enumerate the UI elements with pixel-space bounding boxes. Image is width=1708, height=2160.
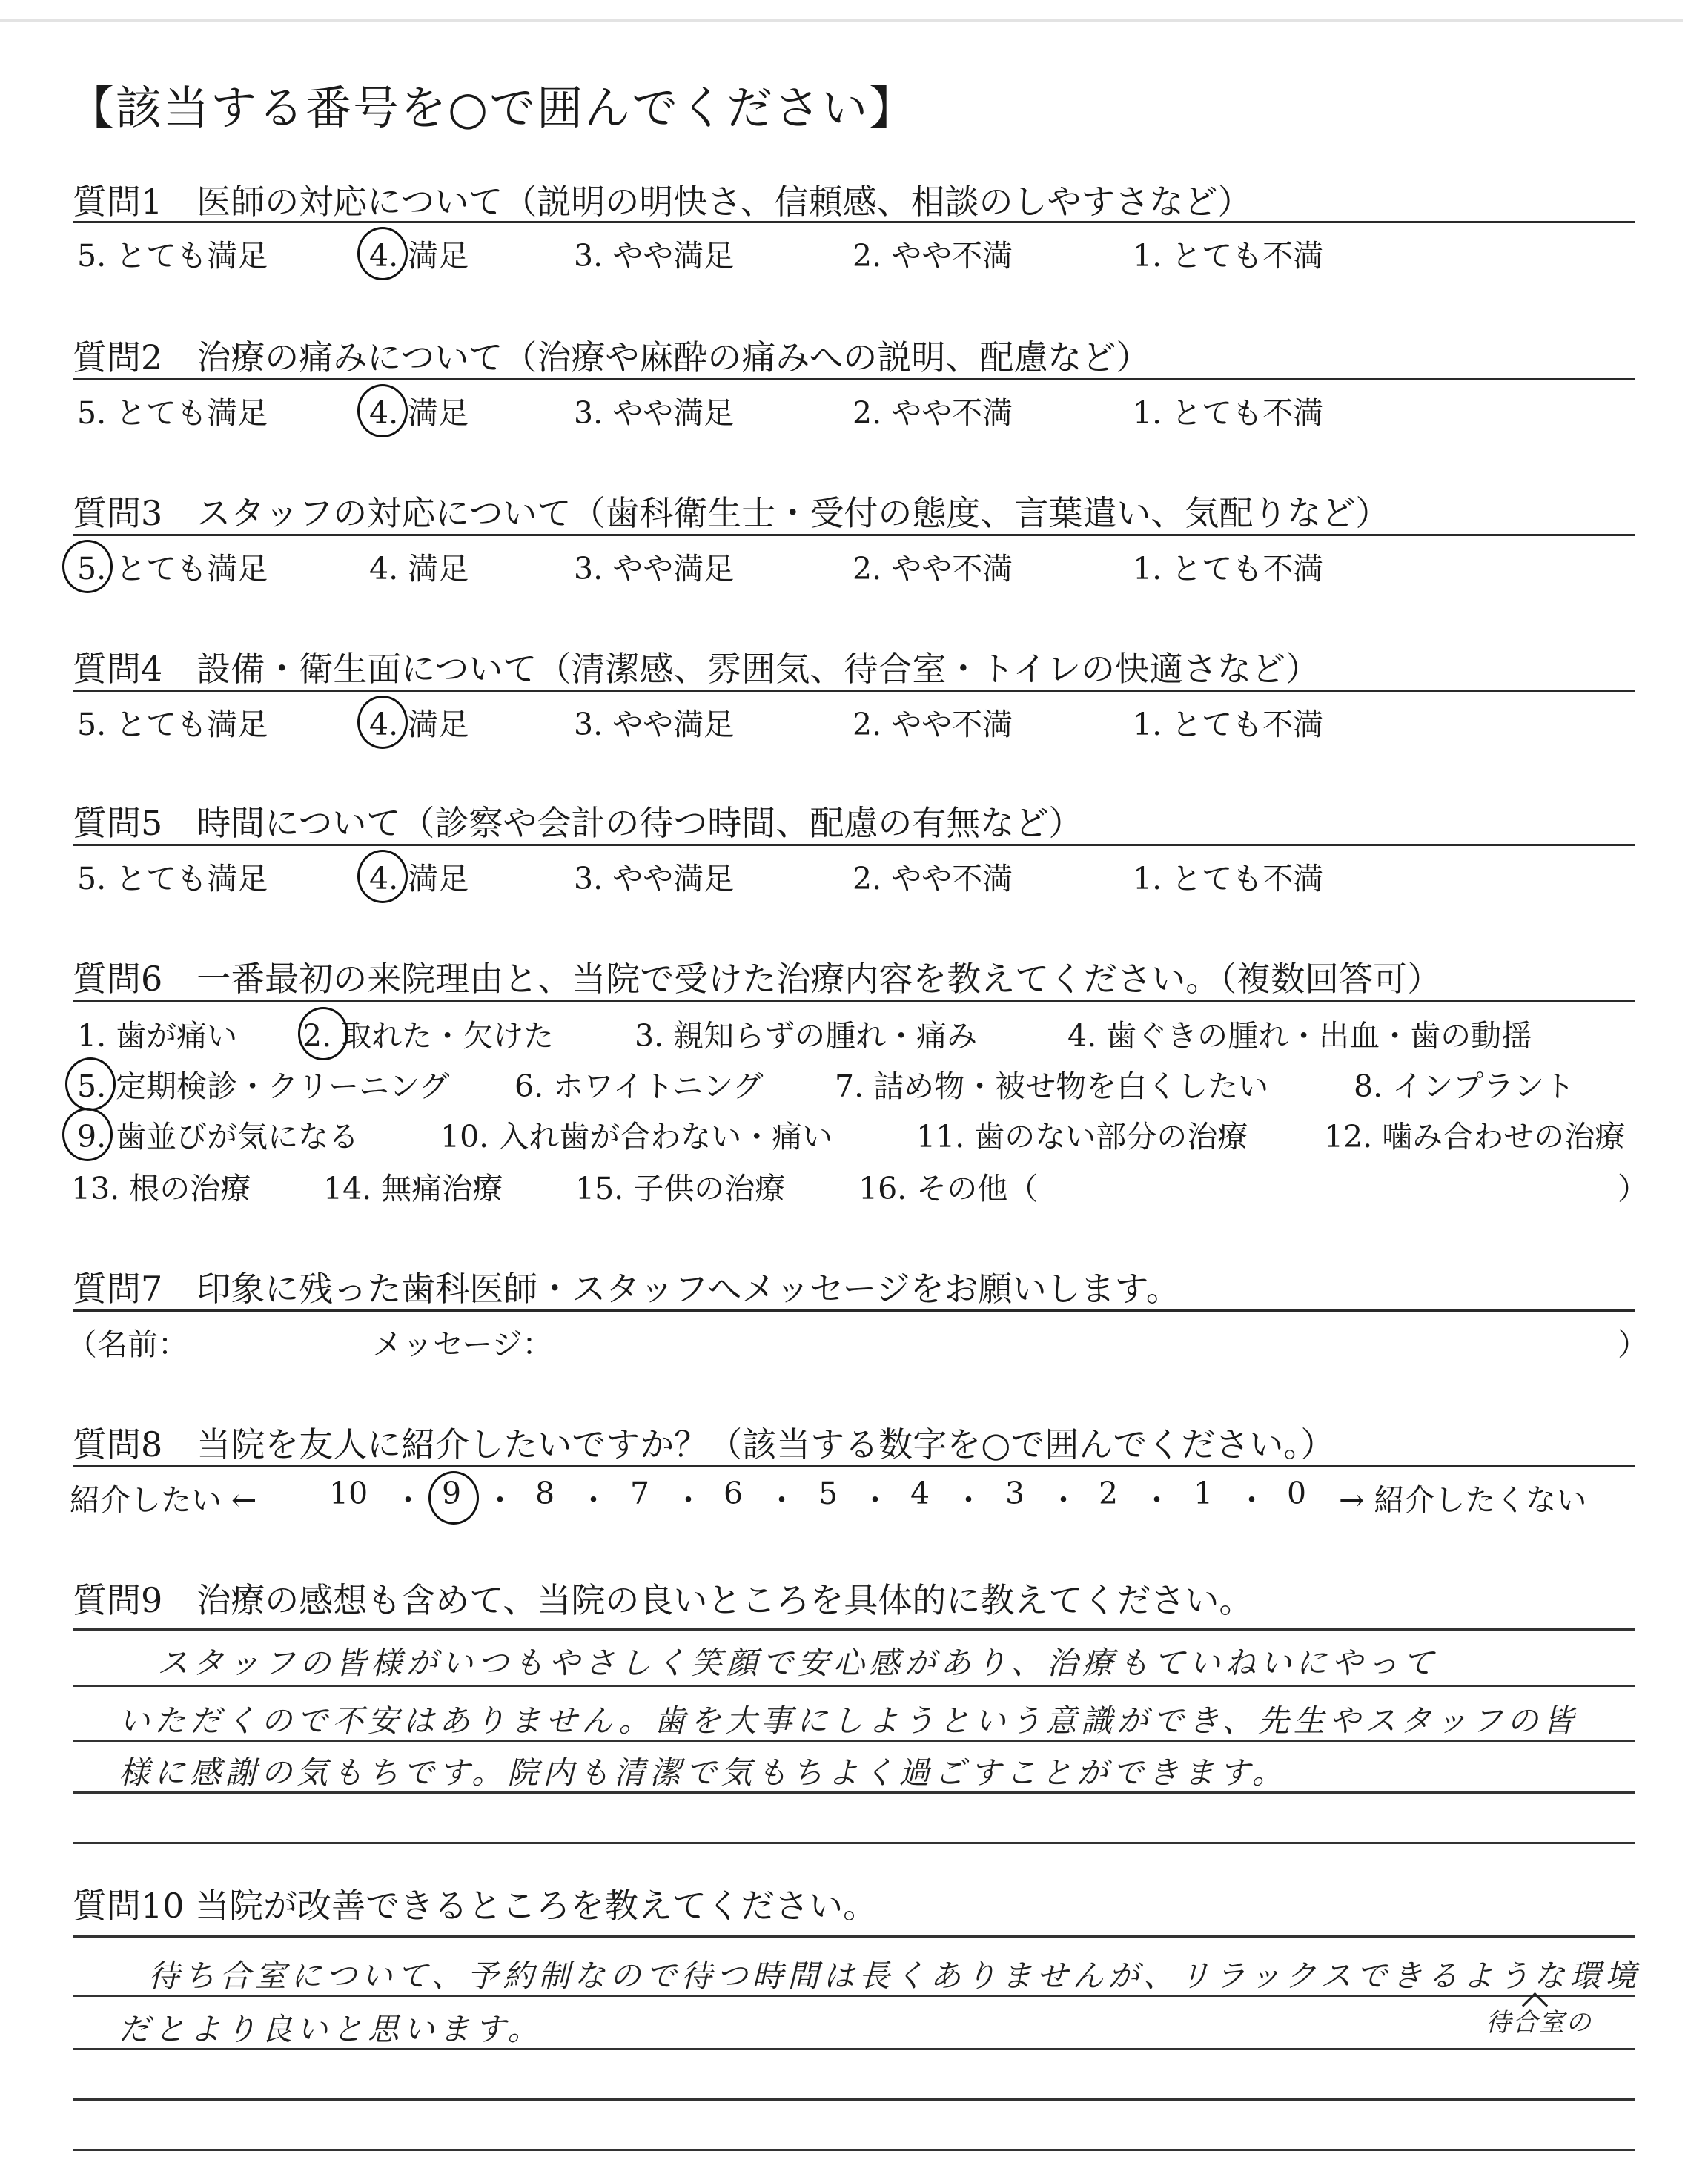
q3-selection-circle — [62, 540, 113, 593]
q8-separator: ・ — [393, 1482, 423, 1518]
q6-option-14[interactable]: 14. 無痛治療 — [323, 1171, 503, 1206]
q6-option-6[interactable]: 6. ホワイトニング — [514, 1069, 764, 1104]
q9-answer-line-3: 様に感謝の気もちです。院内も清潔で気もちよく過ごすことができます。 — [119, 1754, 1288, 1791]
question-3-rule — [73, 534, 1635, 536]
q8-left-label: 紹介したい ← — [70, 1482, 257, 1518]
question-8-rule — [73, 1465, 1635, 1467]
question-7-rule — [73, 1309, 1635, 1312]
q5-option-1[interactable]: 1. とても不満 — [1133, 861, 1324, 896]
q6-other-close-paren: ） — [1618, 1171, 1648, 1206]
q4-option-3[interactable]: 3. やや満足 — [574, 707, 735, 742]
q8-separator: ・ — [1142, 1482, 1172, 1518]
question-7-heading: 質問7 印象に残った歯科医師・スタッフへメッセージをお願いします。 — [73, 1269, 1180, 1309]
q6-selection-circle-5 — [65, 1057, 116, 1111]
question-8-heading: 質問8 当院を友人に紹介したいですか？（該当する数字を○で囲んでください。） — [73, 1424, 1335, 1464]
q8-separator: ・ — [1048, 1482, 1079, 1518]
q9-writing-line — [73, 1628, 1635, 1631]
q4-option-5[interactable]: 5. とても満足 — [77, 707, 268, 742]
q2-option-3[interactable]: 3. やや満足 — [574, 395, 735, 431]
q8-separator: ・ — [953, 1482, 984, 1518]
q3-option-3[interactable]: 3. やや満足 — [574, 551, 735, 587]
q10-writing-line — [73, 1995, 1635, 1997]
q8-separator: ・ — [1237, 1482, 1267, 1518]
q8-score-2[interactable]: 2 — [1099, 1476, 1119, 1511]
q9-answer-line-1: スタッフの皆様がいつもやさしく笑顔で安心感があり、治療もていねいにやって — [157, 1645, 1439, 1681]
q6-selection-circle-9 — [62, 1108, 113, 1161]
question-10-heading: 質問10 当院が改善できるところを教えてください。 — [73, 1886, 878, 1926]
q2-option-4[interactable]: 4. 満足 — [369, 395, 469, 431]
q6-option-2[interactable]: 2. 取れた・欠けた — [302, 1018, 555, 1054]
q6-option-11[interactable]: 11. 歯のない部分の治療 — [916, 1119, 1248, 1155]
q6-option-15[interactable]: 15. 子供の治療 — [575, 1171, 786, 1206]
q8-score-10[interactable]: 10 — [329, 1476, 368, 1511]
q10-answer-line-1: 待ち合室について、予約制なので待つ時間は長くありませんが、リラックスできるような環境 — [148, 1958, 1641, 1994]
q8-score-9[interactable]: 9 — [442, 1476, 462, 1511]
q10-writing-line — [73, 2048, 1635, 2050]
q10-writing-line — [73, 2149, 1635, 2151]
q5-option-2[interactable]: 2. やや不満 — [853, 861, 1013, 896]
q9-writing-line — [73, 1740, 1635, 1742]
q1-selection-circle — [357, 227, 408, 280]
q2-option-2[interactable]: 2. やや不満 — [853, 395, 1013, 431]
q6-option-4[interactable]: 4. 歯ぐきの腫れ・出血・歯の動揺 — [1068, 1018, 1532, 1054]
question-5-heading: 質問5 時間について（診察や会計の待つ時間、配慮の有無など） — [73, 803, 1083, 843]
question-9-heading: 質問9 治療の感想も含めて、当院の良いところを具体的に教えてください。 — [73, 1580, 1254, 1620]
q6-selection-circle-2 — [298, 1007, 348, 1060]
q9-writing-line — [73, 1685, 1635, 1687]
q8-score-0[interactable]: 0 — [1287, 1476, 1307, 1511]
q6-option-5[interactable]: 5. 定期検診・クリーニング — [77, 1069, 450, 1104]
q8-selection-circle — [428, 1471, 479, 1525]
q1-option-5[interactable]: 5. とても満足 — [77, 238, 268, 274]
page-title: 【該当する番号を○で囲んでください】 — [68, 81, 917, 135]
q8-separator: ・ — [860, 1482, 890, 1518]
q9-writing-line — [73, 1842, 1635, 1844]
q10-writing-line — [73, 2098, 1635, 2101]
q3-option-2[interactable]: 2. やや不満 — [853, 551, 1013, 587]
q1-option-2[interactable]: 2. やや不満 — [853, 238, 1013, 274]
q1-option-4[interactable]: 4. 満足 — [369, 238, 469, 274]
question-5-rule — [73, 844, 1635, 846]
q10-insertion-note: 待合室の — [1486, 2008, 1592, 2038]
q3-option-4[interactable]: 4. 満足 — [369, 551, 469, 587]
q2-option-5[interactable]: 5. とても満足 — [77, 395, 268, 431]
question-1-heading: 質問1 医師の対応について（説明の明快さ、信頼感、相談のしやすさなど） — [73, 182, 1252, 222]
q6-option-10[interactable]: 10. 入れ歯が合わない・痛い — [440, 1119, 833, 1155]
q8-separator: ・ — [673, 1482, 704, 1518]
q6-option-7[interactable]: 7. 詰め物・被せ物を白くしたい — [835, 1069, 1269, 1104]
q8-score-6[interactable]: 6 — [724, 1476, 744, 1511]
q8-score-8[interactable]: 8 — [535, 1476, 555, 1511]
question-2-heading: 質問2 治療の痛みについて（治療や麻酔の痛みへの説明、配慮など） — [73, 337, 1151, 377]
q5-option-5[interactable]: 5. とても満足 — [77, 861, 268, 896]
q8-right-label: → 紹介したくない — [1339, 1482, 1587, 1518]
q6-option-16[interactable]: 16. その他（ — [858, 1171, 1039, 1206]
q4-selection-circle — [357, 696, 408, 749]
q7-name-label: （名前： — [67, 1327, 188, 1362]
q8-separator: ・ — [485, 1482, 515, 1518]
q6-option-1[interactable]: 1. 歯が痛い — [77, 1018, 238, 1054]
q4-option-4[interactable]: 4. 満足 — [369, 707, 469, 742]
q4-option-1[interactable]: 1. とても不満 — [1133, 707, 1324, 742]
q5-option-3[interactable]: 3. やや満足 — [574, 861, 735, 896]
q1-option-3[interactable]: 3. やや満足 — [574, 238, 735, 274]
q8-score-1[interactable]: 1 — [1194, 1476, 1214, 1511]
q4-option-2[interactable]: 2. やや不満 — [853, 707, 1013, 742]
q8-score-7[interactable]: 7 — [630, 1476, 650, 1511]
question-4-rule — [73, 690, 1635, 692]
q2-selection-circle — [357, 384, 408, 437]
q5-option-4[interactable]: 4. 満足 — [369, 861, 469, 896]
q8-separator: ・ — [578, 1482, 609, 1518]
question-6-heading: 質問6 一番最初の来院理由と、当院で受けた治療内容を教えてください。（複数回答可） — [73, 959, 1442, 999]
question-1-rule — [73, 221, 1635, 223]
q3-option-5[interactable]: 5. とても満足 — [77, 551, 268, 587]
question-4-heading: 質問4 設備・衛生面について（清潔感、雰囲気、待合室・トイレの快適さなど） — [73, 649, 1320, 689]
q6-option-13[interactable]: 13. 根の治療 — [71, 1171, 251, 1206]
q1-option-1[interactable]: 1. とても不満 — [1133, 238, 1324, 274]
scan-top-edge — [0, 19, 1683, 22]
q5-selection-circle — [357, 850, 408, 903]
q6-option-3[interactable]: 3. 親知らずの腫れ・痛み — [635, 1018, 978, 1054]
q8-score-4[interactable]: 4 — [910, 1476, 930, 1511]
q9-answer-line-2: いただくので不安はありません。歯を大事にしようという意識ができ、先生やスタッフの皆 — [119, 1702, 1578, 1739]
q8-score-3[interactable]: 3 — [1005, 1476, 1025, 1511]
q7-message-label: メッセージ： — [372, 1327, 553, 1362]
question-3-heading: 質問3 スタッフの対応について（歯科衛生士・受付の態度、言葉遣い、気配りなど） — [73, 493, 1390, 533]
q6-option-9[interactable]: 9. 歯並びが気になる — [77, 1119, 360, 1155]
q10-answer-line-2: だとより良いと思います。 — [119, 2011, 543, 2047]
q6-option-8[interactable]: 8. インプラント — [1354, 1069, 1575, 1104]
question-2-rule — [73, 378, 1635, 380]
question-6-rule — [73, 1000, 1635, 1002]
q9-writing-line — [73, 1791, 1635, 1794]
q8-separator: ・ — [767, 1482, 797, 1518]
q7-close-paren: ） — [1618, 1327, 1648, 1362]
q8-score-5[interactable]: 5 — [818, 1476, 838, 1511]
q6-option-12[interactable]: 12. 噛み合わせの治療 — [1324, 1119, 1626, 1155]
q2-option-1[interactable]: 1. とても不満 — [1133, 395, 1324, 431]
q3-option-1[interactable]: 1. とても不満 — [1133, 551, 1324, 587]
q10-writing-line — [73, 1935, 1635, 1938]
